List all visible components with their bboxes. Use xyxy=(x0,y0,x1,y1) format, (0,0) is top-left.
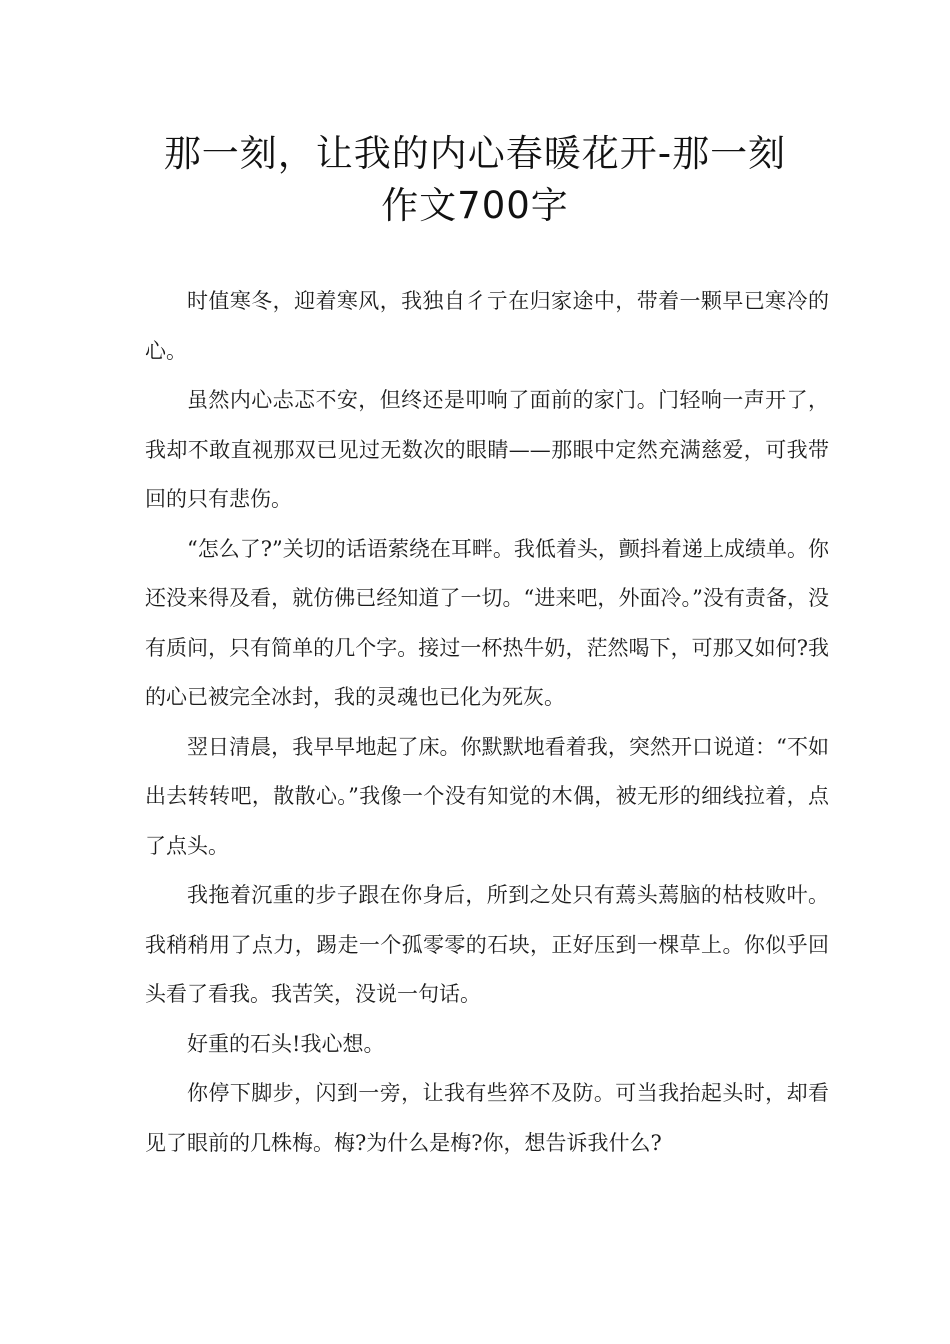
paragraph: 你停下脚步，闪到一旁，让我有些猝不及防。可当我抬起头时，却看见了眼前的几株梅。梅?为什么是梅?你，想告诉我什么? xyxy=(145,1081,829,1155)
paragraph: 我拖着沉重的步子跟在你身后，所到之处只有蔫头蔫脑的枯枝败叶。我稍稍用了点力，踢走一个孤零零的石块，正好压到一棵草上。你似乎回头看了看我。我苦笑，没说一句话。 xyxy=(145,883,829,1006)
paragraph: 虽然内心忐忑不安，但终还是叩响了面前的家门。门轻响一声开了，我却不敢直视那双已见过无数次的眼睛——那眼中定然充满慈爱，可我带回的只有悲伤。 xyxy=(145,388,829,511)
paragraph: 好重的石头!我心想。 xyxy=(187,1031,385,1056)
paragraph: 时值寒冬，迎着寒风，我独自彳亍在归家途中，带着一颗早已寒冷的心。 xyxy=(145,289,829,363)
title-line-1: 那一刻，让我的内心春暖花开-那一刻 xyxy=(163,132,787,175)
paragraph: “怎么了?”关切的话语萦绕在耳畔。我低着头，颤抖着递上成绩单。你还没来得及看，就仿佛已经知道了一切。“进来吧，外面冷。”没有责备，没有质问，只有简单的几个字。接过一杯热牛奶，茫然喝下，可那又如何?我的心已被完全冰封，我的灵魂也已化为死灰。 xyxy=(145,536,829,709)
paragraph: 翌日清晨，我早早地起了床。你默默地看着我，突然开口说道：“不如出去转转吧，散散心。”我像一个没有知觉的木偶，被无形的细线拉着，点了点头。 xyxy=(145,734,829,858)
title-line-2: 作文700字 xyxy=(381,184,569,227)
document-body xyxy=(145,277,829,1168)
document-title xyxy=(120,128,830,232)
